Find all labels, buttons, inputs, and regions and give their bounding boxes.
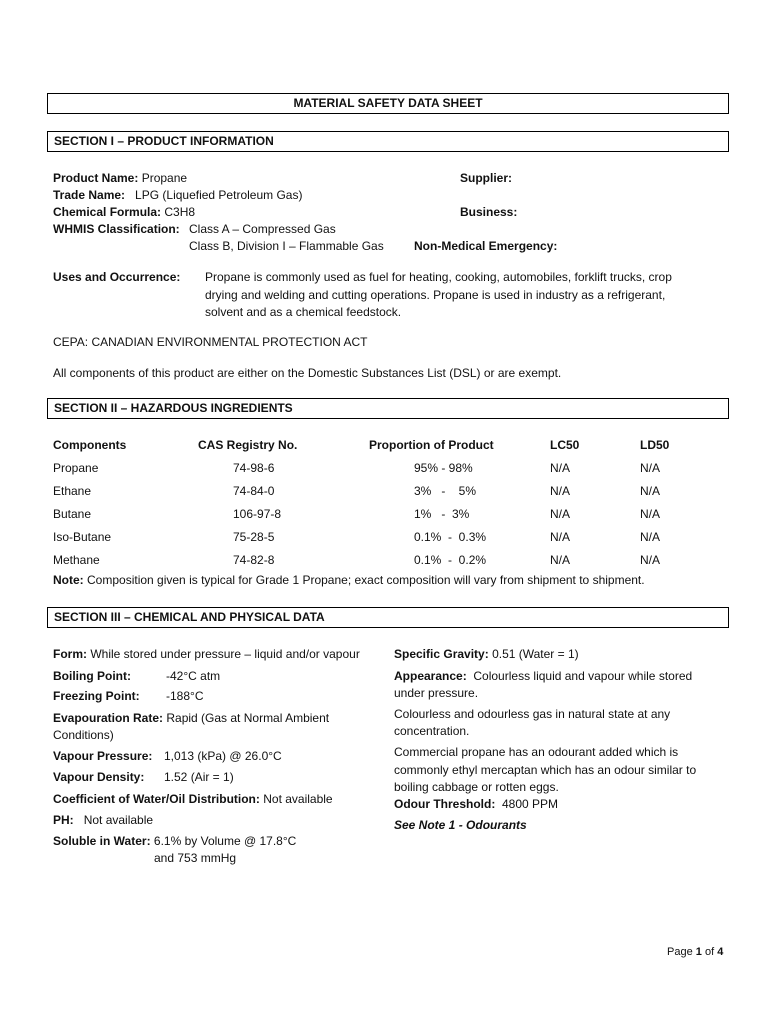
- cell-proportion: 0.1% - 0.3%: [414, 530, 487, 544]
- cell-ld50: N/A: [640, 530, 661, 544]
- odorant-line-1: Commercial propane has an odourant added which is: [394, 745, 679, 759]
- cell-ld50: N/A: [640, 507, 661, 521]
- freezing-point-label: Freezing Point:: [53, 689, 140, 703]
- non-medical-emergency-label: Non-Medical Emergency:: [414, 239, 558, 253]
- header-proportion: Proportion of Product: [369, 438, 494, 452]
- header-ld50: LD50: [640, 438, 670, 452]
- coefficient-line: [53, 792, 333, 808]
- boiling-point-label: Boiling Point:: [53, 669, 131, 683]
- vapour-pressure-label: Vapour Pressure:: [53, 749, 153, 763]
- cell-lc50: N/A: [550, 484, 571, 498]
- colourless-line-2: concentration.: [394, 724, 470, 738]
- cell-cas: 106-97-8: [233, 507, 282, 521]
- cell-component: Ethane: [53, 484, 92, 498]
- solubility-line: [53, 834, 296, 850]
- cell-component: Propane: [53, 461, 99, 475]
- table-row: [53, 530, 733, 553]
- ph-label: PH:: [53, 813, 74, 827]
- cell-cas: 75-28-5: [233, 530, 275, 544]
- ingredients-table: [53, 438, 733, 576]
- evaporation-value: Rapid (Gas at Normal Ambient: [166, 711, 330, 725]
- table-row: [53, 484, 733, 507]
- cepa-line: CEPA: CANADIAN ENVIRONMENTAL PROTECTION ACT: [53, 335, 368, 349]
- trade-name-label: Trade Name:: [53, 188, 126, 202]
- whmis-class-b: Class B, Division I – Flammable Gas: [189, 239, 384, 253]
- uses-text-line-2: drying and welding and cutting operations. Propane is used in industry as a refrigerant,: [205, 288, 666, 302]
- chemical-formula-line: [53, 205, 195, 221]
- chemical-formula-label: Chemical Formula:: [53, 205, 162, 219]
- vapour-density-label: Vapour Density:: [53, 770, 145, 784]
- uses-text-line-3: solvent and as a chemical feedstock.: [205, 305, 402, 319]
- whmis-class-a: Class A – Compressed Gas: [189, 222, 336, 236]
- vapour-density-value: 1.52 (Air = 1): [164, 770, 234, 784]
- uses-text-line-1: Propane is commonly used as fuel for heating, cooking, automobiles, forklift trucks, crop: [205, 270, 672, 284]
- cell-component: Butane: [53, 507, 92, 521]
- form-label: Form:: [53, 647, 87, 661]
- page-number: [667, 945, 723, 959]
- section-2-heading: SECTION II – HAZARDOUS INGREDIENTS: [47, 398, 729, 419]
- see-note-link: See Note 1 - Odourants: [394, 818, 527, 832]
- cell-lc50: N/A: [550, 461, 571, 475]
- supplier-label: Supplier:: [460, 171, 513, 185]
- header-cas: CAS Registry No.: [198, 438, 298, 452]
- product-name-value: Propane: [141, 171, 188, 185]
- evaporation-line: [53, 711, 329, 727]
- cell-proportion: 1% - 3%: [414, 507, 470, 521]
- solubility-value-cont: and 753 mmHg: [154, 851, 237, 865]
- appearance-value-cont: under pressure.: [394, 686, 479, 700]
- vapour-pressure-value: 1,013 (kPa) @ 26.0°C: [164, 749, 282, 763]
- whmis-label: WHMIS Classification:: [53, 222, 180, 236]
- composition-note: [53, 573, 645, 589]
- cell-cas: 74-84-0: [233, 484, 275, 498]
- cell-proportion: 0.1% - 0.2%: [414, 553, 487, 567]
- odorant-line-2: commonly ethyl mercaptan which has an odour similar to: [394, 763, 697, 777]
- section-1-heading: SECTION I – PRODUCT INFORMATION: [47, 131, 729, 152]
- table-row: [53, 461, 733, 484]
- appearance-line: [394, 669, 692, 685]
- header-components: Components: [53, 438, 127, 452]
- ph-line: [53, 813, 153, 829]
- boiling-point-value: -42°C atm: [166, 669, 221, 683]
- appearance-label: Appearance:: [394, 669, 467, 683]
- page-current: 1: [695, 946, 702, 958]
- cell-proportion: 3% - 5%: [414, 484, 477, 498]
- odour-threshold-label: Odour Threshold:: [394, 797, 496, 811]
- colourless-line-1: Colourless and odourless gas in natural state at any: [394, 707, 671, 721]
- odour-threshold-line: [394, 797, 558, 813]
- appearance-value: Colourless liquid and vapour while stored: [473, 669, 693, 683]
- whmis-line: [53, 222, 180, 238]
- uses-label: Uses and Occurrence:: [53, 270, 181, 284]
- dsl-line: All components of this product are either on the Domestic Substances List (DSL) or are exempt.: [53, 366, 562, 380]
- solubility-label: Soluble in Water:: [53, 834, 151, 848]
- coefficient-label: Coefficient of Water/Oil Distribution:: [53, 792, 260, 806]
- form-value: While stored under pressure – liquid and/or vapour: [90, 647, 360, 661]
- odorant-line-3: boiling cabbage or rotten eggs.: [394, 780, 559, 794]
- note-text: Composition given is typical for Grade 1 Propane; exact composition will vary from shipment to shipment.: [87, 573, 645, 587]
- evaporation-value-cont: Conditions): [53, 728, 114, 742]
- page-of: of: [704, 946, 715, 958]
- cell-cas: 74-98-6: [233, 461, 275, 475]
- page-prefix: Page: [667, 946, 693, 958]
- section-3-heading: SECTION III – CHEMICAL AND PHYSICAL DATA: [47, 607, 729, 628]
- form-line: [53, 647, 360, 663]
- cell-lc50: N/A: [550, 507, 571, 521]
- table-row: [53, 507, 733, 530]
- evaporation-label: Evapouration Rate:: [53, 711, 164, 725]
- specific-gravity-value: 0.51 (Water = 1): [492, 647, 579, 661]
- cell-lc50: N/A: [550, 553, 571, 567]
- note-label: Note:: [53, 573, 84, 587]
- specific-gravity-line: [394, 647, 579, 663]
- freezing-point-value: -188°C: [166, 689, 204, 703]
- product-name-label: Product Name:: [53, 171, 139, 185]
- cell-ld50: N/A: [640, 484, 661, 498]
- cell-component: Methane: [53, 553, 100, 567]
- document-title: MATERIAL SAFETY DATA SHEET: [47, 93, 729, 114]
- ph-value: Not available: [83, 813, 154, 827]
- cell-proportion: 95% - 98%: [414, 461, 473, 475]
- cell-ld50: N/A: [640, 461, 661, 475]
- coefficient-value: Not available: [263, 792, 333, 806]
- chemical-formula-value: C3H8: [164, 205, 196, 219]
- solubility-value: 6.1% by Volume @ 17.8°C: [153, 834, 297, 848]
- cell-ld50: N/A: [640, 553, 661, 567]
- specific-gravity-label: Specific Gravity:: [394, 647, 489, 661]
- business-label: Business:: [460, 205, 518, 219]
- cell-cas: 74-82-8: [233, 553, 275, 567]
- cell-lc50: N/A: [550, 530, 571, 544]
- trade-name-value: LPG (Liquefied Petroleum Gas): [135, 188, 303, 202]
- header-lc50: LC50: [550, 438, 580, 452]
- cell-component: Iso-Butane: [53, 530, 112, 544]
- page-total: 4: [717, 946, 724, 958]
- trade-name-line: [53, 188, 302, 204]
- odour-threshold-value: 4800 PPM: [502, 797, 559, 811]
- product-name-line: [53, 171, 187, 187]
- table-header-row: [53, 438, 733, 461]
